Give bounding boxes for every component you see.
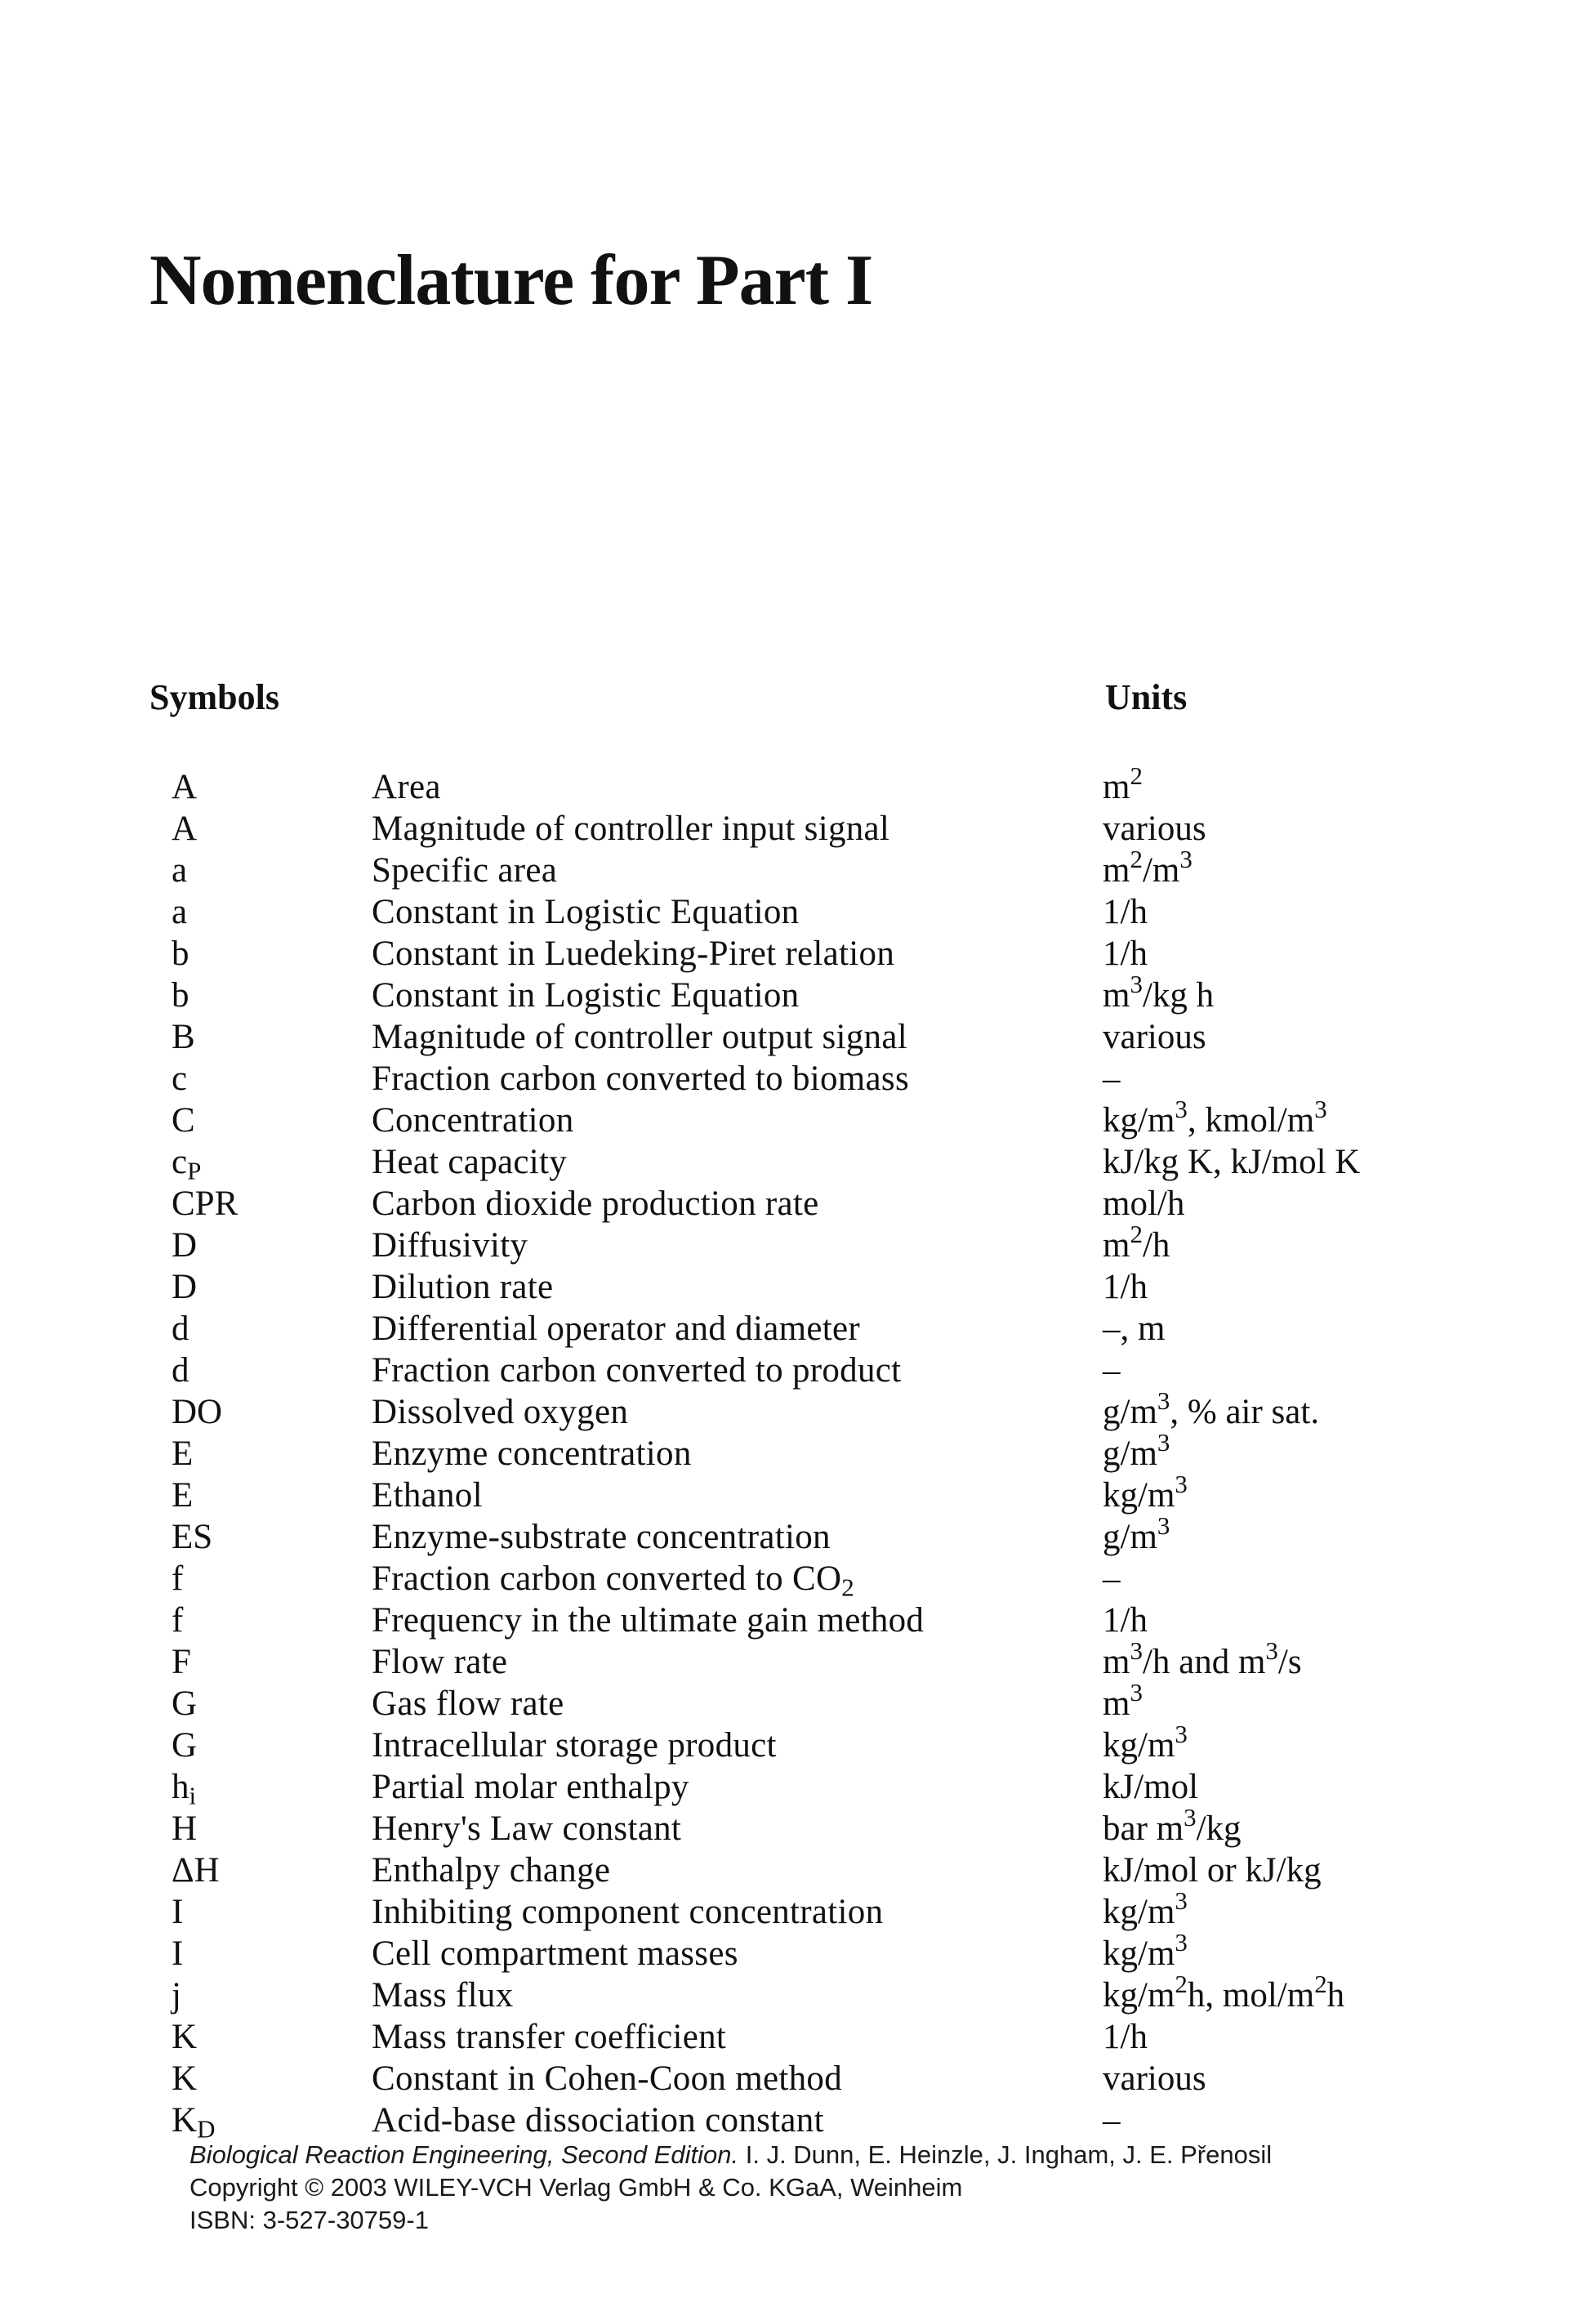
symbol-cell: D <box>172 1226 198 1265</box>
description-cell: Mass flux <box>372 1976 514 2015</box>
unit-cell: various <box>1103 1018 1206 1056</box>
symbol-cell: E <box>172 1435 194 1473</box>
nomenclature-row <box>0 1802 1596 1850</box>
description-cell: Intracellular storage product <box>372 1726 777 1765</box>
book-title: Biological Reaction Engineering, Second Edition. <box>189 2140 739 2169</box>
symbol-cell: D <box>172 1268 198 1306</box>
nomenclature-row <box>0 1510 1596 1558</box>
description-cell: Constant in Luedeking-Piret relation <box>372 935 895 973</box>
nomenclature-row <box>0 891 1596 933</box>
description-cell: Cell compartment masses <box>372 1934 738 1973</box>
nomenclature-row <box>0 1308 1596 1350</box>
unit-cell: various <box>1103 2059 1206 2098</box>
description-cell: Fraction carbon converted to product <box>372 1351 902 1390</box>
symbol-cell: E <box>172 1476 194 1515</box>
description-cell: Constant in Logistic Equation <box>372 976 800 1015</box>
description-cell: Differential operator and diameter <box>372 1310 860 1348</box>
nomenclature-row <box>0 1927 1596 1974</box>
description-cell: Diffusivity <box>372 1226 528 1265</box>
nomenclature-row <box>0 1219 1596 1266</box>
symbol-cell: a <box>172 851 188 890</box>
isbn: ISBN: 3-527-30759-1 <box>189 2206 429 2234</box>
nomenclature-row <box>0 969 1596 1016</box>
description-cell: Partial molar enthalpy <box>372 1768 689 1806</box>
unit-cell: –, m <box>1103 1310 1166 1348</box>
description-cell: Enzyme-substrate concentration <box>372 1518 831 1556</box>
nomenclature-row <box>0 1766 1596 1808</box>
symbol-cell: b <box>172 976 189 1015</box>
unit-cell: mol/h <box>1103 1185 1185 1223</box>
nomenclature-row <box>0 1719 1596 1766</box>
description-cell: Heat capacity <box>372 1143 568 1181</box>
symbol-cell: d <box>172 1351 189 1390</box>
unit-cell: $kg/m^3$ <box>1103 1927 1188 1973</box>
nomenclature-row <box>0 933 1596 975</box>
symbol-cell: G <box>172 1684 198 1723</box>
symbol-cell: C <box>172 1101 195 1140</box>
unit-cell: $kg/m^2h$, mol/$m^2h$ <box>1103 1969 1345 2015</box>
nomenclature-row <box>0 1969 1596 2016</box>
nomenclature-row <box>0 1016 1596 1058</box>
unit-cell: kJ/kg K, kJ/mol K <box>1103 1143 1361 1181</box>
description-cell: Area <box>372 768 441 806</box>
description-cell: Fraction carbon converted to $CO_2$ <box>372 1560 855 1602</box>
unit-cell: $m^2/m^3$ <box>1103 844 1193 890</box>
nomenclature-row <box>0 1141 1596 1183</box>
unit-cell: $m^2$ <box>1103 761 1143 806</box>
description-cell: Gas flow rate <box>372 1684 564 1723</box>
symbol-cell: K <box>172 2018 198 2056</box>
symbol-cell: I <box>172 1893 184 1931</box>
description-cell: Henry's Law constant <box>372 1809 682 1848</box>
description-cell: Dissolved oxygen <box>372 1393 629 1431</box>
unit-cell: – <box>1103 1060 1121 1098</box>
unit-cell: 1/h <box>1103 935 1148 973</box>
units-column-header: Units <box>1105 677 1188 717</box>
nomenclature-row <box>0 1058 1596 1100</box>
description-cell: Concentration <box>372 1101 574 1140</box>
unit-cell: kJ/mol <box>1103 1768 1199 1806</box>
unit-cell: $g/m^3$ <box>1103 1510 1170 1556</box>
unit-cell: $kg/m^3$ <box>1103 1719 1188 1765</box>
description-cell: Mass transfer coefficient <box>372 2018 727 2056</box>
copyright-notice: Copyright © 2003 WILEY-VCH Verlag GmbH & Co. KGaA, Weinheim <box>189 2173 963 2202</box>
description-cell: Carbon dioxide production rate <box>372 1185 819 1223</box>
nomenclature-row <box>0 1600 1596 1641</box>
unit-cell: $g/m^3$ <box>1103 1427 1170 1473</box>
symbol-cell: ΔH <box>172 1851 220 1890</box>
symbol-cell: $K_D$ <box>172 2101 216 2144</box>
nomenclature-row <box>0 2016 1596 2058</box>
unit-cell: $kg/m^3$ <box>1103 1469 1188 1515</box>
symbol-cell: A <box>172 810 198 848</box>
page-title: Nomenclature for Part I <box>149 241 873 320</box>
unit-cell: $kg/m^3$, kmol/$m^3$ <box>1103 1094 1327 1140</box>
nomenclature-row <box>0 1850 1596 1891</box>
unit-cell: $kg/m^3$ <box>1103 1885 1188 1931</box>
unit-cell: – <box>1103 1351 1121 1390</box>
nomenclature-row <box>0 1385 1596 1433</box>
description-cell: Constant in Cohen-Coon method <box>372 2059 843 2098</box>
unit-cell: kJ/mol or kJ/kg <box>1103 1851 1322 1890</box>
unit-cell: 1/h <box>1103 1268 1148 1306</box>
symbol-cell: a <box>172 893 188 931</box>
publication-footer <box>189 2139 1272 2237</box>
description-cell: Magnitude of controller output signal <box>372 1018 907 1056</box>
symbol-cell: I <box>172 1934 184 1973</box>
unit-cell: various <box>1103 810 1206 848</box>
unit-cell: $g/m^3$, % air sat. <box>1103 1385 1320 1431</box>
unit-cell: $m^2/h$ <box>1103 1219 1170 1265</box>
nomenclature-row <box>0 2058 1596 2099</box>
unit-cell: 1/h <box>1103 893 1148 931</box>
unit-cell: – <box>1103 1560 1121 1598</box>
description-cell: Constant in Logistic Equation <box>372 893 800 931</box>
unit-cell: $m^3/kg$ h <box>1103 969 1215 1015</box>
unit-cell: bar $m^3/kg$ <box>1103 1802 1242 1848</box>
symbol-cell: $h_i$ <box>172 1768 197 1810</box>
nomenclature-row <box>0 808 1596 850</box>
symbol-cell: f <box>172 1601 184 1640</box>
nomenclature-row <box>0 1094 1596 1141</box>
nomenclature-row <box>0 761 1596 808</box>
symbol-cell: F <box>172 1643 191 1681</box>
nomenclature-list <box>0 761 1596 2144</box>
symbol-cell: f <box>172 1560 184 1598</box>
nomenclature-row <box>0 1427 1596 1475</box>
description-cell: Flow rate <box>372 1643 508 1681</box>
symbol-cell: j <box>172 1976 181 2015</box>
description-cell: Dilution rate <box>372 1268 554 1306</box>
symbol-cell: c <box>172 1060 188 1098</box>
description-cell: Inhibiting component concentration <box>372 1893 884 1931</box>
symbols-column-header: Symbols <box>149 677 279 717</box>
description-cell: Fraction carbon converted to biomass <box>372 1060 910 1098</box>
description-cell: Magnitude of controller input signal <box>372 810 890 848</box>
description-cell: Specific area <box>372 851 558 890</box>
symbol-cell: B <box>172 1018 195 1056</box>
nomenclature-row <box>0 844 1596 891</box>
nomenclature-row <box>0 1183 1596 1225</box>
unit-cell: $m^3$ <box>1103 1677 1143 1723</box>
nomenclature-row <box>0 1885 1596 1933</box>
nomenclature-row <box>0 1266 1596 1308</box>
book-authors: I. J. Dunn, E. Heinzle, J. Ingham, J. E. Přenosil <box>745 2140 1273 2169</box>
description-cell: Enthalpy change <box>372 1851 611 1890</box>
nomenclature-row <box>0 1635 1596 1683</box>
symbol-cell: K <box>172 2059 198 2098</box>
nomenclature-row <box>0 2099 1596 2144</box>
symbol-cell: $c_P$ <box>172 1143 202 1185</box>
symbol-cell: d <box>172 1310 189 1348</box>
description-cell: Acid-base dissociation constant <box>372 2101 824 2140</box>
symbol-cell: A <box>172 768 198 806</box>
symbol-cell: CPR <box>172 1185 239 1223</box>
description-cell: Enzyme concentration <box>372 1435 692 1473</box>
symbol-cell: G <box>172 1726 198 1765</box>
symbol-cell: b <box>172 935 189 973</box>
nomenclature-row <box>0 1350 1596 1391</box>
unit-cell: 1/h <box>1103 1601 1148 1640</box>
footer-citation-line <box>189 2139 1272 2171</box>
unit-cell: $m^3/h$ and $m^3/s$ <box>1103 1635 1302 1681</box>
nomenclature-row <box>0 1469 1596 1516</box>
symbol-cell: H <box>172 1809 198 1848</box>
description-cell: Ethanol <box>372 1476 483 1515</box>
unit-cell: 1/h <box>1103 2018 1148 2056</box>
symbol-cell: ES <box>172 1518 213 1556</box>
symbol-cell: DO <box>172 1393 223 1431</box>
description-cell: Frequency in the ultimate gain method <box>372 1601 925 1640</box>
nomenclature-row <box>0 1677 1596 1725</box>
unit-cell: – <box>1103 2101 1121 2140</box>
nomenclature-row <box>0 1558 1596 1600</box>
